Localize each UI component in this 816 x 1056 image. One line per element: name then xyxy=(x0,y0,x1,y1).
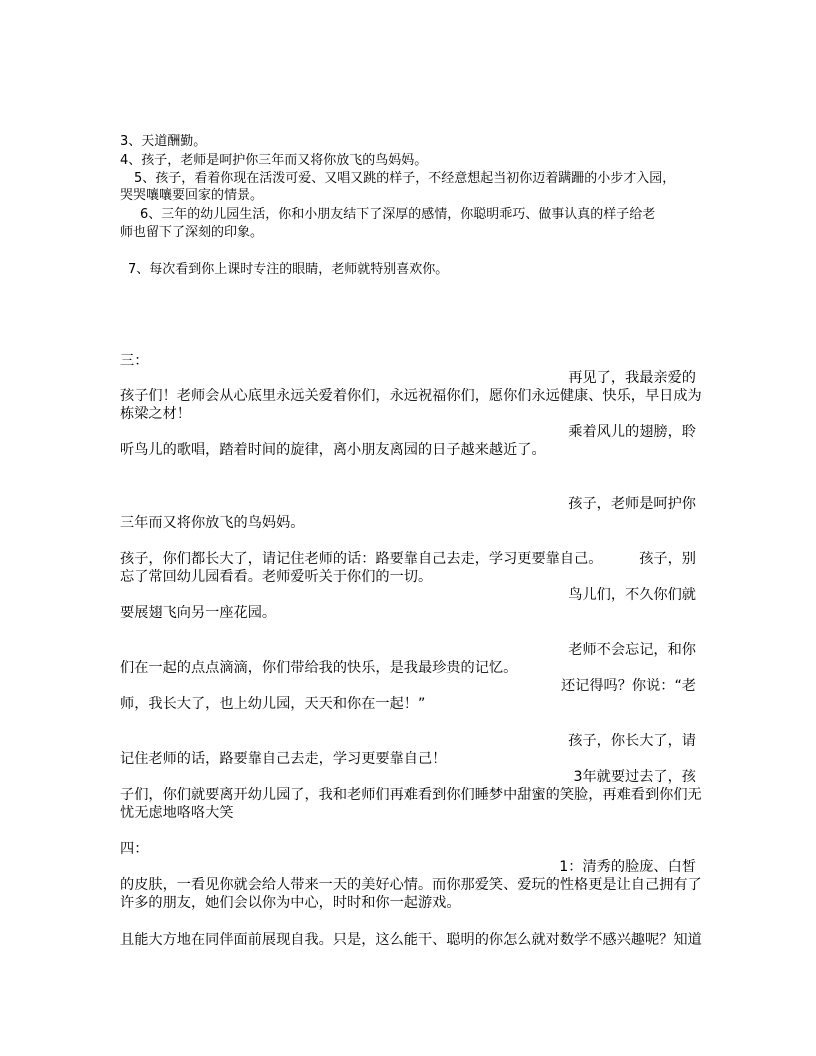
paragraph-line: 忧无虑地咯咯大笑 xyxy=(120,805,234,821)
paragraph-line: 栋梁之材！ xyxy=(120,406,191,422)
list-item-3: 3、天道酬勤。 xyxy=(120,134,207,149)
paragraph-line: 还记得吗？你说：“老 xyxy=(560,678,696,694)
paragraph-line: 孩子们！老师会从心底里永远关爱着你们，永远祝福你们，愿你们永远健康、快乐，早日成为 xyxy=(120,388,702,404)
paragraph-line: 鸟儿们，不久你们就 xyxy=(568,587,696,603)
paragraph-line: 记住老师的话，路要靠自己去走，学习更要靠自己！ xyxy=(120,751,447,767)
paragraph-line: 孩子，你们都长大了，请记住老师的话：路要靠自己去走，学习更要靠自己。 xyxy=(120,551,603,567)
section-heading-3: 三： xyxy=(120,353,149,369)
paragraph-line: 孩子，别 xyxy=(639,551,696,567)
paragraph-line: 孩子，老师是呵护你 xyxy=(568,496,696,512)
paragraph-line: 三年而又将你放飞的鸟妈妈。 xyxy=(120,515,305,531)
paragraph-line: 许多的朋友，她们会以你为中心，时时和你一起游戏。 xyxy=(120,895,461,911)
list-item-6-line2: 师也留下了深刻的印象。 xyxy=(120,225,264,240)
list-item-5-line1: 5、孩子，看着你现在活泼可爱、又唱又跳的样子，不经意想起当初你迈着蹒跚的小步才入园， xyxy=(134,171,676,186)
paragraph-line: 1：清秀的脸庞、白皙 xyxy=(559,859,696,875)
paragraph-line: 忘了常回幼儿园看看。老师爱听关于你们的一切。 xyxy=(120,569,433,585)
paragraph-line: 要展翅飞向另一座花园。 xyxy=(120,605,277,621)
paragraph-line: 们在一起的点点滴滴，你们带给我的快乐，是我最珍贵的记忆。 xyxy=(120,660,518,676)
list-item-4: 4、孩子，老师是呵护你三年而又将你放飞的鸟妈妈。 xyxy=(120,153,428,168)
list-item-7: 7、每次看到你上课时专注的眼睛，老师就特别喜欢你。 xyxy=(128,262,449,277)
paragraph-line: 的皮肤，一看见你就会给人带来一天的美好心情。而你那爱笑、爱玩的性格更是让自己拥有了 xyxy=(120,877,702,893)
list-item-5-line2: 哭哭嚷嚷要回家的情景。 xyxy=(120,188,264,203)
list-item-6-line1: 6、三年的幼儿园生活，你和小朋友结下了深厚的感情，你聪明乖巧、做事认真的样子给老 xyxy=(140,207,656,222)
paragraph-line: 听鸟儿的歌唱，踏着时间的旋律，离小朋友离园的日子越来越近了。 xyxy=(120,442,546,458)
section-heading-4: 四： xyxy=(120,841,149,857)
paragraph-line: 3年就要过去了，孩 xyxy=(573,769,696,785)
paragraph-line: 子们，你们就要离开幼儿园了，我和老师们再难看到你们睡梦中甜蜜的笑脸，再难看到你们无 xyxy=(120,787,702,803)
paragraph-line: 且能大方地在同伴面前展现自我。只是，这么能干、聪明的你怎么就对数学不感兴趣呢？知道 xyxy=(120,932,702,948)
paragraph-line: 师，我长大了，也上幼儿园，天天和你在一起！” xyxy=(120,696,426,712)
paragraph-line: 孩子，你长大了，请 xyxy=(568,733,696,749)
paragraph-line: 乘着风儿的翅膀，聆 xyxy=(568,424,696,440)
paragraph-line: 再见了，我最亲爱的 xyxy=(568,370,696,386)
paragraph-line: 老师不会忘记，和你 xyxy=(568,642,696,658)
